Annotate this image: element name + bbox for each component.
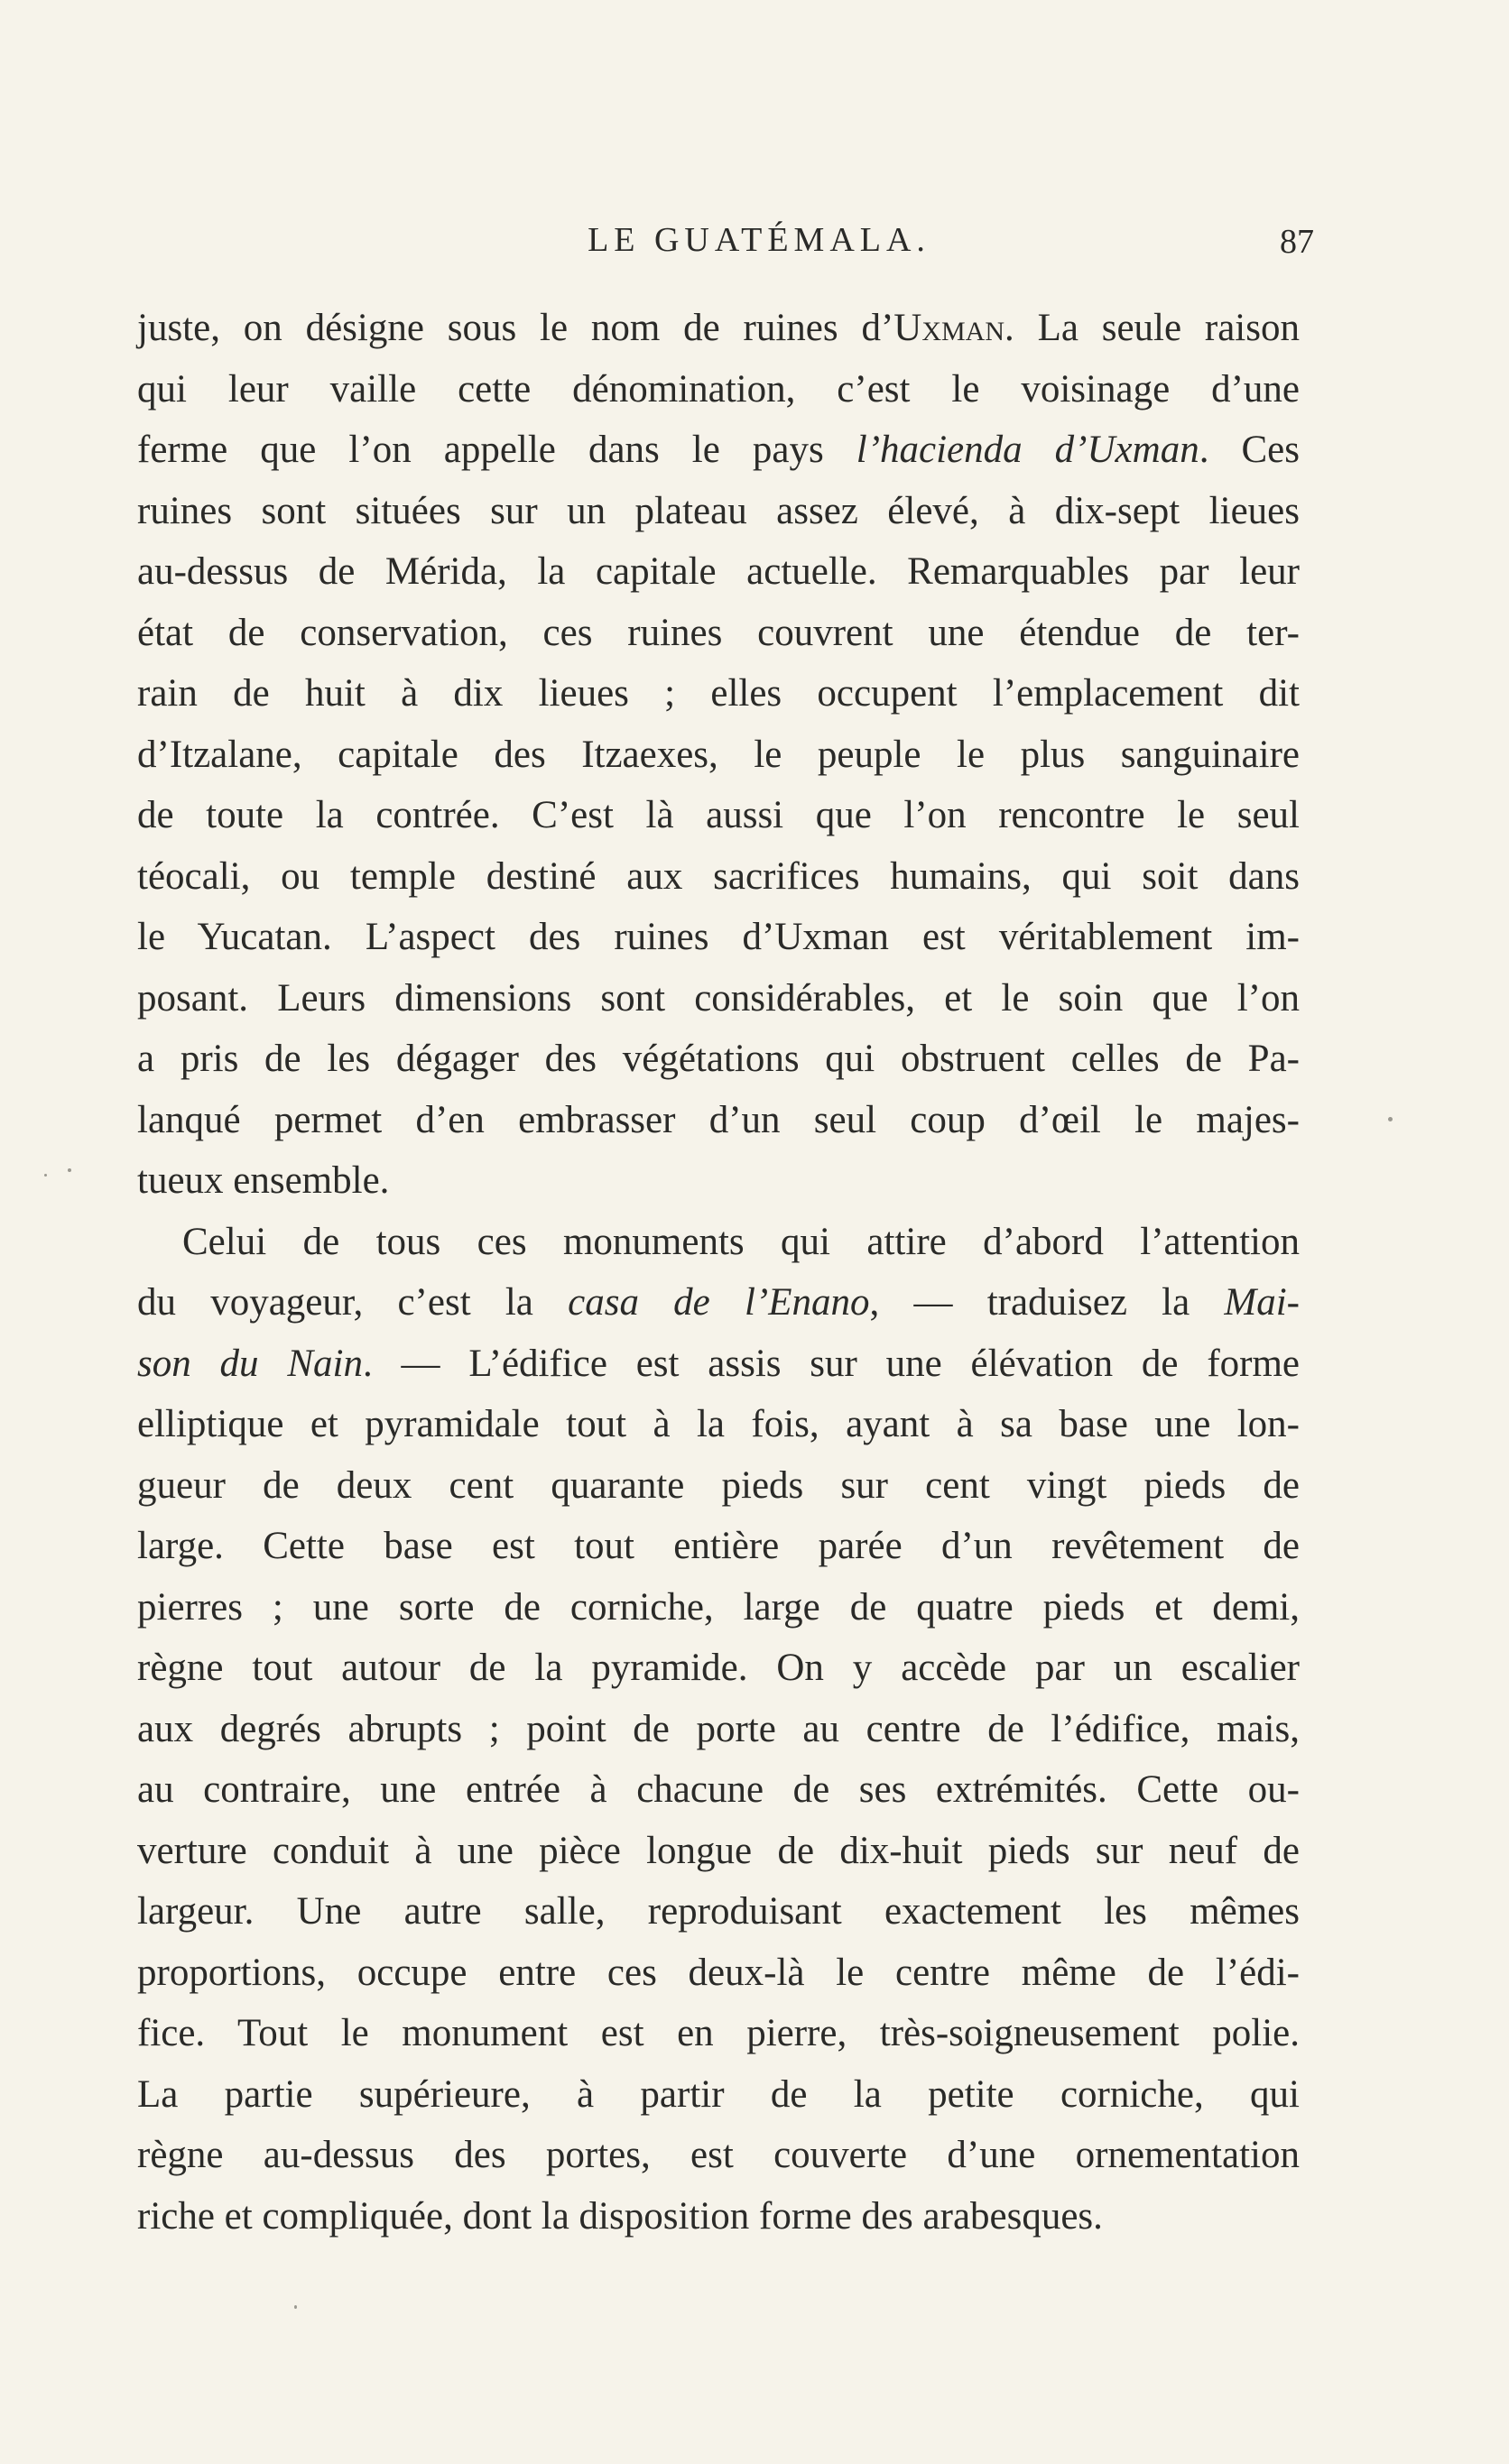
text-run: règne tout autour de la pyramide. On y accède par un escalier — [137, 1647, 1300, 1689]
text-line — [137, 298, 1300, 359]
paper-speck — [1388, 1117, 1393, 1121]
text-run: pierres ; une sorte de corniche, large de quatre pieds et demi, — [137, 1585, 1300, 1629]
text-run: . — L’édifice est assis sur une élévation de forme — [362, 1342, 1300, 1385]
text-run: rain de huit à dix lieues ; elles occupent l’emplacement dit — [137, 672, 1300, 715]
body-text — [137, 298, 1300, 2247]
paper-speck — [44, 1174, 47, 1177]
text-run: . Ces — [1199, 429, 1300, 471]
text-run: du voyageur, c’est la — [137, 1281, 569, 1324]
text-run: juste, on désigne sous le nom de ruines d’ — [137, 307, 894, 349]
text-run: au-dessus de Mérida, la capitale actuelle. Remarquables par leur — [137, 550, 1300, 593]
text-line — [137, 1759, 1300, 1821]
text-run: La partie supérieure, à partir de la petite corniche, qui — [137, 2072, 1300, 2116]
text-line — [137, 846, 1300, 908]
text-line — [137, 968, 1300, 1029]
text-line — [137, 1212, 1300, 1273]
text-run: verture conduit à une pièce longue de dix-huit pieds sur neuf de — [137, 1829, 1300, 1872]
text-run: , — traduisez la — [869, 1281, 1225, 1324]
text-line — [137, 359, 1300, 420]
small-caps-text: Uxman — [893, 307, 1004, 349]
text-line — [137, 1821, 1300, 1882]
paper-speck — [294, 2305, 297, 2309]
text-line — [137, 420, 1300, 481]
text-run: lanqué permet d’en embrasser d’un seul coup d’œil le majes- — [137, 1098, 1300, 1141]
text-run: tueux ensemble. — [137, 1159, 390, 1202]
text-run: qui leur vaille cette dénomination, c’est le voisinage d’une — [137, 367, 1300, 411]
text-line — [137, 1150, 1300, 1212]
text-run: de toute la contrée. C’est là aussi que l’on rencontre le seul — [137, 794, 1300, 836]
text-run: état de conservation, ces ruines couvrent une étendue de ter- — [137, 611, 1300, 654]
text-line — [137, 1577, 1300, 1638]
text-run: posant. Leurs dimensions sont considérables, et le soin que l’on — [137, 976, 1300, 1020]
text-run: riche et compliquée, dont la disposition forme des arabesques. — [137, 2194, 1103, 2238]
text-line — [137, 663, 1300, 724]
text-run: d’Itzalane, capitale des Itzaexes, le peuple le plus sanguinaire — [137, 733, 1300, 776]
text-run: largeur. Une autre salle, reproduisant exactement les mêmes — [137, 1890, 1300, 1933]
text-line — [137, 2125, 1300, 2186]
paper-speck — [68, 1168, 71, 1172]
text-run: ferme que l’on appelle dans le pays — [137, 429, 856, 471]
text-line — [137, 481, 1300, 542]
text-line — [137, 1516, 1300, 1577]
text-run: a pris de les dégager des végétations qui obstruent celles de Pa- — [137, 1038, 1300, 1080]
text-line — [137, 724, 1300, 786]
text-line — [137, 1699, 1300, 1760]
text-line — [137, 1394, 1300, 1455]
text-run: elliptique et pyramidale tout à la fois, ayant à sa base une lon- — [137, 1403, 1300, 1445]
text-run: règne au-dessus des portes, est couverte d’une ornementation — [137, 2134, 1300, 2176]
page-number: 87 — [1280, 223, 1314, 261]
text-run: large. Cette base est tout entière parée d’un revêtement de — [137, 1525, 1300, 1567]
text-line — [137, 603, 1300, 664]
text-run: aux degrés abrupts ; point de porte au centre de l’édifice, mais, — [137, 1707, 1300, 1750]
italic-text: casa de l’Enano — [568, 1281, 870, 1324]
text-run: fice. Tout le monument est en pierre, très-soigneusement polie. — [137, 2012, 1300, 2054]
italic-text: Mai- — [1224, 1281, 1300, 1324]
italic-text: l’hacienda d’Uxman — [856, 429, 1199, 471]
text-run: au contraire, une entrée à chacune de ses extrémités. Cette ou- — [137, 1768, 1300, 1811]
text-line — [137, 1334, 1300, 1395]
text-line — [137, 1272, 1300, 1334]
text-line — [137, 907, 1300, 968]
text-line — [137, 785, 1300, 846]
text-line — [137, 2003, 1300, 2064]
running-header — [0, 220, 1509, 274]
text-run: . La seule raison — [1004, 307, 1300, 349]
text-line — [137, 1029, 1300, 1090]
text-run: Celui de tous ces monuments qui attire d’abord l’attention — [182, 1220, 1300, 1263]
text-run: proportions, occupe entre ces deux-là le centre même de l’édi- — [137, 1951, 1300, 1994]
text-line — [137, 2186, 1300, 2247]
text-run: le Yucatan. L’aspect des ruines d’Uxman est véritablement im- — [137, 916, 1300, 958]
text-line — [137, 1455, 1300, 1517]
text-line — [137, 1881, 1300, 1943]
text-run: gueur de deux cent quarante pieds sur cent vingt pieds de — [137, 1463, 1300, 1507]
italic-text: son du Nain — [137, 1342, 363, 1385]
text-run: téocali, ou temple destiné aux sacrifices humains, qui soit dans — [137, 854, 1300, 898]
text-line — [137, 1943, 1300, 2004]
text-run: ruines sont situées sur un plateau assez élevé, à dix-sept lieues — [137, 489, 1300, 532]
text-line — [137, 1090, 1300, 1151]
text-line — [137, 2064, 1300, 2126]
text-line — [137, 541, 1300, 603]
running-title: LE GUATÉMALA. — [588, 221, 930, 259]
text-line — [137, 1638, 1300, 1699]
